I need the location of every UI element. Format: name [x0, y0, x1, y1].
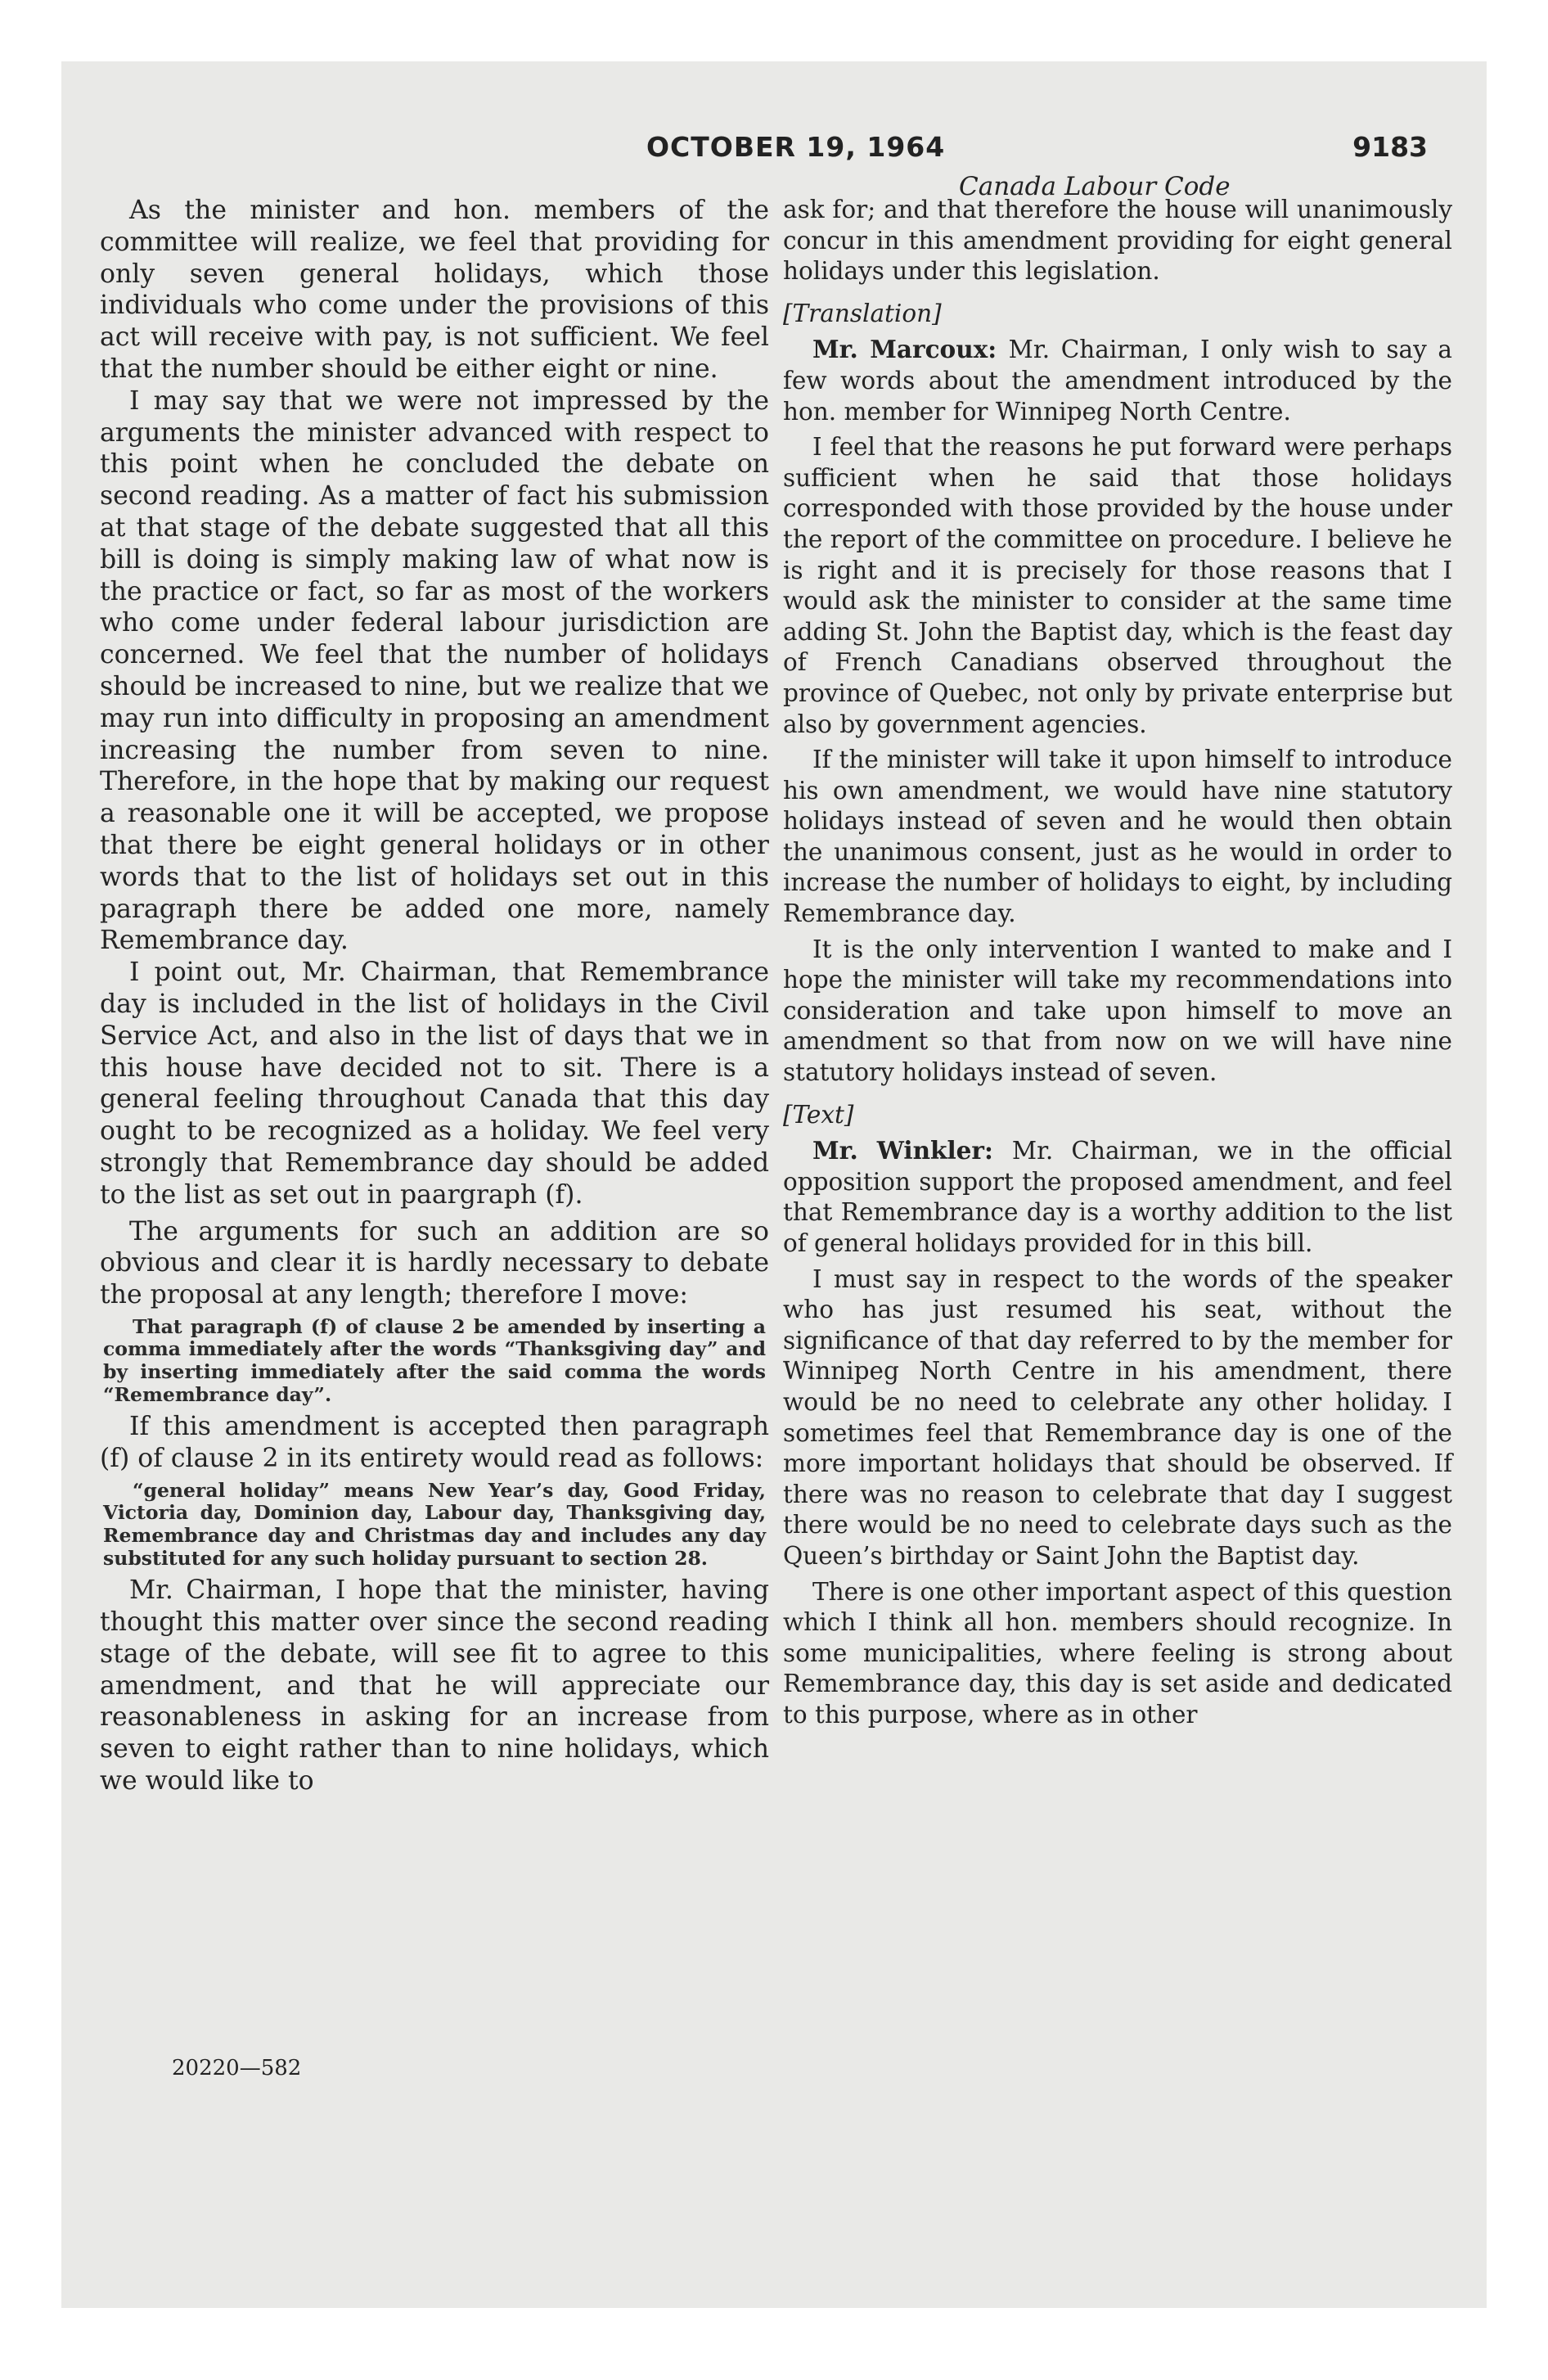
paragraph: I must say in respect to the words of the speaker who has just resumed his seat, without the significance of that day referred to by the member for Winnipeg North Centre in his amendment, there would be no need to celebrate any other holiday. I sometimes feel that Remembrance day is one of the more important holidays that should be observed. If there was no reason to celebrate that day I suggest there would be no need to celebrate days such as the Queen’s birthday or Saint John the Baptist day.: [783, 1264, 1452, 1570]
page-number: 9183: [1352, 131, 1428, 163]
amendment-quote: That paragraph (f) of clause 2 be amended by inserting a comma immediately after the words “Thanksgiving day” and by inserting immediately after the said comma the words “Remembrance day”.: [103, 1314, 766, 1406]
paragraph: There is one other important aspect of this question which I think all hon. members should recognize. In some municipalities, where feeling is strong about Remembrance day, this day is set aside and dedicated to this purpose, where as in other: [783, 1577, 1452, 1729]
speech-text: Mr. Chairman, we in the official opposition support the proposed amendment, and feel that Remembrance day is a worthy addition to the list of general holidays provided for in this bill.: [783, 1137, 1452, 1257]
paragraph: If the minister will take it upon himself to introduce his own amendment, we would have nine statutory holidays instead of seven and he would then obtain the unanimous consent, just as he would in order to increase the number of holidays to eight, by including Remembrance day.: [783, 746, 1452, 928]
left-column: [100, 195, 769, 1797]
speaker-name: Mr. Winkler:: [812, 1136, 1012, 1165]
footnote-number: 20220—582: [172, 2056, 302, 2080]
page-date: OCTOBER 19, 1964: [646, 131, 946, 163]
paragraph: The arguments for such an addition are so obvious and clear it is hardly necessary to debate the proposal at any length; therefore I move:: [100, 1216, 769, 1310]
definition-quote: “general holiday” means New Year’s day, Good Friday, Victoria day, Dominion day, Labour day, Thanksgiving day, Remembrance day and Christmas day and includes any day substituted for any such holiday pursuant to section 28.: [103, 1478, 766, 1570]
running-title: Canada Labour Code: [959, 172, 1231, 201]
speaker-name: Mr. Marcoux:: [812, 335, 1009, 364]
section-tag: [Translation]: [783, 299, 942, 327]
paragraph: I may say that we were not impressed by the arguments the minister advanced with respect to this point when he concluded the debate on second reading. As a matter of fact his submission at that stage of the debate suggested that all this bill is doing is simply making law of what now is the practice or fact, so far as most of the workers who come under federal labour jurisdiction are concerned. We feel that the number of holidays should be increased to nine, but we realize that we may run into difficulty in proposing an amendment increasing the number from seven to nine. Therefore, in the hope that by making our request a reasonable one it will be accepted, we propose that there be eight general holidays or in other words that to the list of holidays set out in this paragraph there be added one more, namely Remembrance day.: [100, 385, 769, 956]
paragraph: Mr. Chairman, I hope that the minister, having thought this matter over since the second reading stage of the debate, will see fit to agree to this amendment, and that he will appreciate our reasonableness in asking for an increase from seven to eight rather than to nine holidays, which we would like to: [100, 1575, 769, 1796]
page-header: [61, 131, 1487, 180]
paragraph: I feel that the reasons he put forward were perhaps sufficient when he said that those holidays corresponded with those provided by the house under the report of the committee on procedure. I believe he is right and it is precisely for those reasons that I would ask the minister to consider at the same time adding St. John the Baptist day, which is the feast day of French Canadians observed throughout the province of Quebec, not only by private enterprise but also by government agencies.: [783, 433, 1452, 738]
paragraph: If this amendment is accepted then paragraph (f) of clause 2 in its entirety would read as follows:: [100, 1412, 769, 1474]
paragraph: It is the only intervention I wanted to make and I hope the minister will take my recommendations into consideration and take upon himself to move an amendment so that from now on we will have nine statutory holidays instead of seven.: [783, 935, 1452, 1087]
right-column: [783, 195, 1452, 1731]
section-tag: [Text]: [783, 1100, 854, 1129]
speech-text: Mr. Chairman, I only wish to say a few words about the amendment introduced by the hon. member for Winnipeg North Centre.: [783, 336, 1452, 426]
paragraph: ask for; and that therefore the house will unanimously concur in this amendment providing for eight general holidays under this legislation.: [783, 196, 1452, 286]
paragraph: I point out, Mr. Chairman, that Remembrance day is included in the list of holidays in the Civil Service Act, and also in the list of days that we in this house have decided not to sit. There is a general feeling throughout Canada that this day ought to be recognized as a holiday. We feel very strongly that Remembrance day should be added to the list as set out in paargraph (f).: [100, 958, 769, 1210]
paragraph: As the minister and hon. members of the committee will realize, we feel that providing for only seven general holidays, which those individuals who come under the provisions of this act will receive with pay, is not sufficient. We feel that the number should be either eight or nine.: [100, 196, 769, 384]
